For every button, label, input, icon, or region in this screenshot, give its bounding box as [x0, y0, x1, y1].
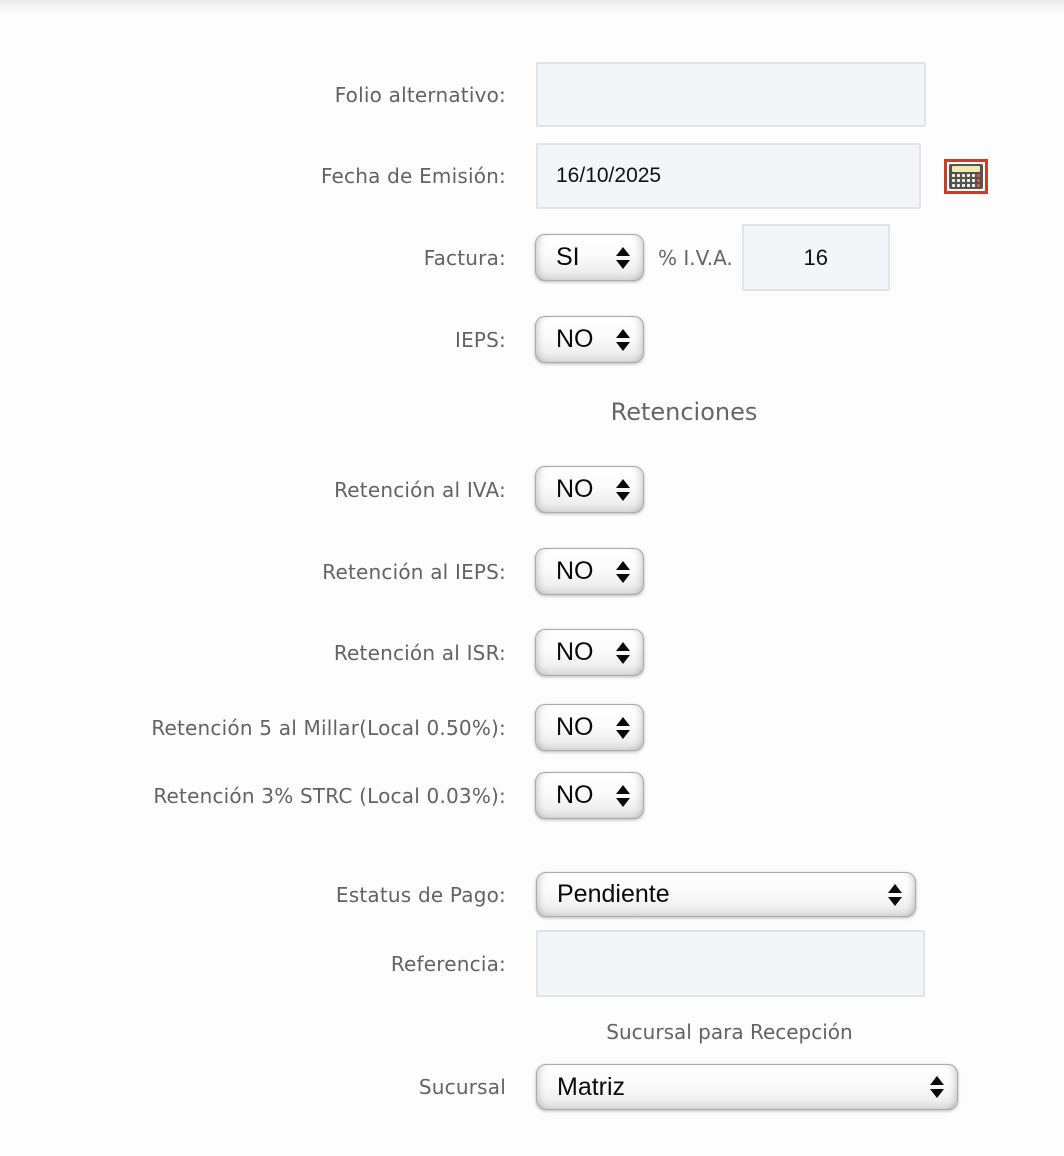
retencion-millar-select-value: NO	[556, 713, 594, 741]
retencion-isr-row	[0, 629, 1064, 676]
retencion-ieps-label: Retención al IEPS:	[322, 559, 506, 584]
up-down-arrows-icon	[616, 329, 630, 351]
referencia-control	[536, 930, 1064, 997]
ieps-select-value: NO	[556, 325, 594, 353]
retencion-millar-label: Retención 5 al Millar(Local 0.50%):	[151, 715, 506, 740]
sucursal-select-value: Matriz	[557, 1072, 626, 1101]
retencion-iva-label: Retención al IVA:	[334, 477, 506, 502]
retencion-isr-select[interactable]	[535, 629, 644, 676]
up-down-arrows-icon	[616, 561, 630, 583]
sucursal-recepcion-heading: Sucursal para Recepción	[606, 1020, 853, 1044]
folio-alternativo-label: Folio alternativo:	[334, 82, 506, 107]
ieps-label: IEPS:	[454, 327, 506, 352]
ieps-control	[535, 316, 1064, 363]
estatus-pago-row	[0, 872, 1064, 917]
retencion-millar-row	[0, 704, 1064, 751]
referencia-row	[0, 930, 1064, 997]
retencion-iva-row	[0, 466, 1064, 513]
fecha-emision-input[interactable]	[536, 143, 921, 209]
retencion-iva-select[interactable]	[535, 466, 644, 513]
up-down-arrows-icon	[616, 479, 630, 501]
retencion-iva-select-value: NO	[556, 475, 594, 503]
retencion-strc-select-value: NO	[556, 781, 594, 809]
folio-alternativo-control	[536, 62, 1064, 127]
sucursal-row	[0, 1064, 1064, 1110]
iva-percent-label: % I.V.A.	[658, 245, 733, 270]
referencia-label: Referencia:	[390, 951, 506, 976]
retencion-isr-control	[535, 629, 1064, 676]
estatus-pago-select-value: Pendiente	[557, 880, 670, 908]
fecha-emision-control	[536, 143, 1064, 209]
iva-percent-input[interactable]	[742, 224, 890, 291]
retencion-millar-select[interactable]	[535, 704, 644, 751]
up-down-arrows-icon	[930, 1076, 944, 1098]
folio-alternativo-row	[0, 62, 1064, 127]
sucursal-select[interactable]	[536, 1064, 958, 1110]
retencion-ieps-row	[0, 548, 1064, 595]
factura-control	[535, 224, 1064, 291]
retencion-strc-select[interactable]	[535, 772, 644, 819]
folio-alternativo-input[interactable]	[536, 62, 926, 127]
sucursal-control	[536, 1064, 1064, 1110]
fecha-emision-label: Fecha de Emisión:	[320, 164, 506, 188]
fecha-emision-row	[0, 143, 1064, 209]
retencion-strc-row	[0, 772, 1064, 819]
retenciones-heading: Retenciones	[610, 398, 758, 426]
up-down-arrows-icon	[888, 884, 902, 906]
sucursal-label: Sucursal	[418, 1075, 506, 1099]
estatus-pago-select[interactable]	[536, 872, 916, 917]
up-down-arrows-icon	[616, 247, 630, 269]
estatus-pago-control	[536, 872, 1064, 917]
retencion-isr-select-value: NO	[556, 638, 594, 666]
ieps-select[interactable]	[535, 316, 644, 363]
retencion-isr-label: Retención al ISR:	[333, 640, 506, 665]
retencion-strc-label: Retención 3% STRC (Local 0.03%):	[153, 783, 506, 808]
calendar-button[interactable]	[944, 159, 988, 194]
retencion-millar-control	[535, 704, 1064, 751]
calendar-icon	[949, 164, 983, 189]
factura-row	[0, 224, 1064, 291]
referencia-input[interactable]	[536, 930, 925, 997]
up-down-arrows-icon	[616, 717, 630, 739]
retencion-ieps-select-value: NO	[556, 557, 594, 585]
retencion-strc-control	[535, 772, 1064, 819]
up-down-arrows-icon	[616, 785, 630, 807]
estatus-pago-label: Estatus de Pago:	[335, 882, 506, 907]
ieps-row	[0, 316, 1064, 363]
top-scroll-shadow	[0, 0, 1064, 14]
retencion-ieps-select[interactable]	[535, 548, 644, 595]
up-down-arrows-icon	[616, 642, 630, 664]
factura-select[interactable]	[535, 234, 644, 281]
retencion-ieps-control	[535, 548, 1064, 595]
retencion-iva-control	[535, 466, 1064, 513]
factura-select-value: SI	[556, 243, 580, 271]
factura-label: Factura:	[423, 245, 506, 270]
